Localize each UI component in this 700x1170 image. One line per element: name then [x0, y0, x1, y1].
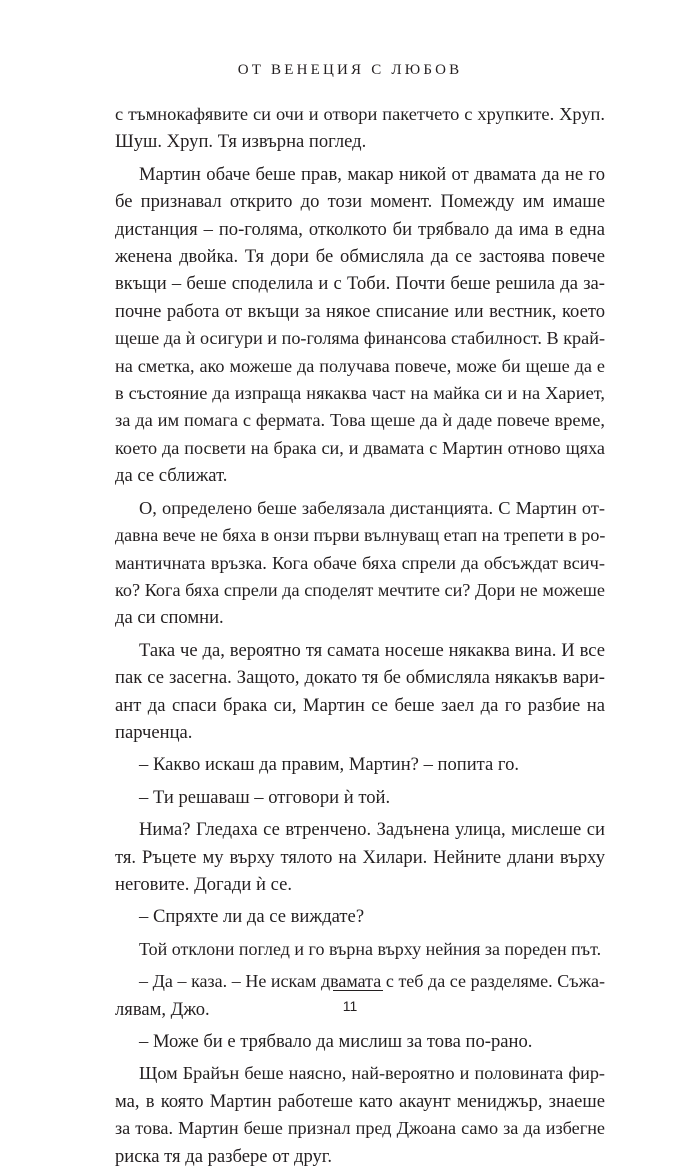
- running-head: ОТ ВЕНЕЦИЯ С ЛЮБОВ: [237, 62, 463, 78]
- text-line: давна вече не бяха в онзи първи вълнуващ етап на трепети в ро-: [115, 525, 606, 546]
- text-line: което да посвети на брака си, и двамата с Мартин отново щяха: [115, 437, 605, 458]
- text-line: мантичната връзка. Кога обаче бяха спрели да обсъждат всич-: [115, 552, 605, 573]
- text-line: парченца.: [115, 721, 193, 743]
- text-line: за да им помага с фермата. Това щеше да ѝ даде повече време,: [115, 410, 605, 431]
- text-line: в състояние да изпраща някаква част на майка си и на Хариет,: [115, 383, 605, 404]
- text-line: дистанция – по-голяма, отколкото би трябвало да има в една: [115, 218, 605, 240]
- text-line: да си спомни.: [115, 607, 224, 629]
- text-line: Шуш. Хруп. Тя извърна поглед.: [115, 131, 367, 153]
- text-line: риска тя да разбере от друг.: [115, 1145, 332, 1167]
- text-line: да се сближат.: [115, 465, 228, 487]
- text-line: лявам, Джо.: [115, 998, 210, 1020]
- text-line: Мартин обаче беше прав, макар никой от двамата да не го: [139, 163, 605, 185]
- text-line: женена двойка. Тя дори бе обмисляла да се застоява повече: [115, 246, 605, 268]
- text-line: Щом Брайън беше наясно, най-вероятно и половината фир-: [139, 1063, 605, 1084]
- page-number: 11: [342, 998, 358, 1014]
- page-number-rule: [333, 990, 383, 991]
- text-line: Той отклони поглед и го върна върху нейния за пореден път.: [139, 938, 602, 959]
- text-line: неговите. Догади ѝ се.: [115, 873, 292, 895]
- text-line: Нима? Гледаха се втренчено. Задънена улица, мислеше си: [139, 819, 605, 841]
- text-line: – Ти решаваш – отговори ѝ той.: [139, 786, 391, 808]
- text-line: – Какво искаш да правим, Мартин? – попита го.: [139, 754, 520, 776]
- text-line: пак се засегна. Защото, докато тя бе обмисляла някакъв вари-: [115, 667, 605, 689]
- text-line: почне работа от вкъщи за някое списание или вестник, което: [115, 300, 605, 322]
- text-line: вкъщи – беше споделила и с Тоби. Почти беше решила да за-: [115, 273, 605, 295]
- text-line: на сметка, ако можеше да получава повече, може би щеше да е: [115, 355, 605, 376]
- text-line: с тъмнокафявите си очи и отвори пакетчето с хрупките. Хруп.: [115, 104, 605, 124]
- text-line: – Може би е трябвало да мислиш за това по-рано.: [139, 1031, 533, 1052]
- text-line: бе признавал открито до този момент. Помежду им имаше: [115, 191, 605, 213]
- text-line: ма, в която Мартин работеше като акаунт мениджър, знаеше: [115, 1090, 605, 1112]
- text-line: Така че да, вероятно тя самата носеше някаква вина. И все: [139, 639, 605, 661]
- text-line: щеше да ѝ осигури и по-голяма финансова стабилност. В край-: [115, 328, 605, 349]
- text-line: тя. Ръцете му върху тялото на Хилари. Нейните длани върху: [115, 846, 605, 868]
- text-line: за това. Мартин беше признал пред Джоана само за да избегне: [115, 1118, 605, 1139]
- text-line: – Спряхте ли да се виждате?: [139, 906, 365, 928]
- text-line: ко? Кога бяха спрели да споделят мечтите си? Дори не можеше: [115, 579, 605, 600]
- text-line: О, определено беше забелязала дистанцията. С Мартин от-: [139, 497, 605, 518]
- text-line: – Да – каза. – Не искам двамата с теб да се разделяме. Съжа-: [139, 971, 605, 992]
- text-line: ант да спаси брака си, Мартин се беше заел да го разбие на: [115, 694, 605, 716]
